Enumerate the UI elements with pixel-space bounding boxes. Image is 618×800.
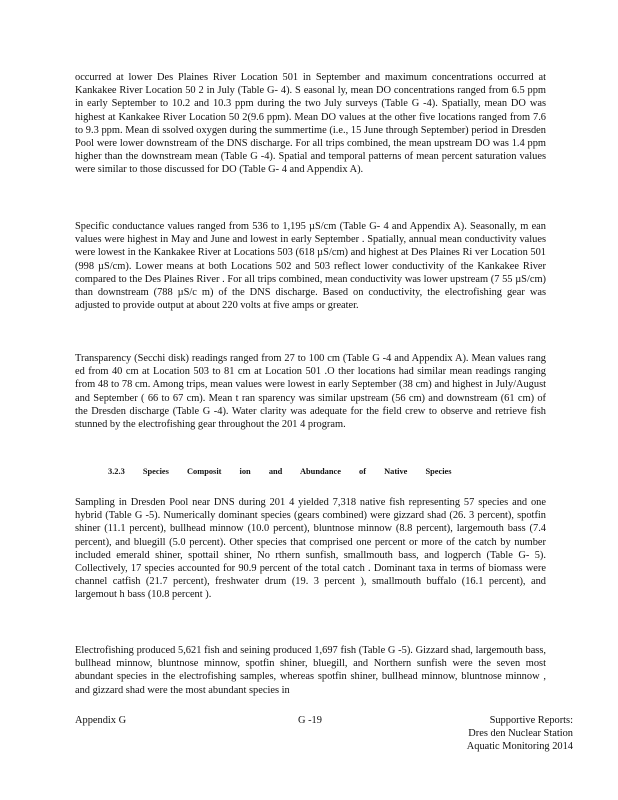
section-heading-word: Native bbox=[384, 467, 408, 476]
footer-report-title bbox=[467, 714, 573, 754]
footer-report-line: Aquatic Monitoring 2014 bbox=[466, 741, 573, 753]
section-number: 3.2.3 bbox=[108, 467, 125, 476]
section-heading-word: of bbox=[359, 467, 367, 476]
section-heading-word: Species bbox=[142, 467, 169, 476]
paragraph-electrofishing: Electrofishing produced 5,621 fish and seining produced 1,697 fish (Table G -5). Gizzard shad, largemouth bass, bullhead minnow, bluntnose minnow, spotfin shiner, bluegill, and Northern sunfish were the seven most abundant species in the electrofishing samples, whereas spotfin shiner, bullhead minnow, bluntnose minnow , and gizzard shad were the most abundant species in bbox=[75, 645, 546, 696]
section-heading-word: Abundance bbox=[299, 467, 341, 476]
section-heading-word: Species bbox=[425, 467, 452, 476]
section-heading-word: ion bbox=[239, 467, 251, 476]
paragraph-species-composition: Sampling in Dresden Pool near DNS during 201 4 yielded 7,318 native fish representing 57 species and one hybrid (Table G -5). Numerically dominant species (gears combined) were gizzard shad (26. 3 percent), spotfin shiner (11.1 percent), bullhead minnow (10.0 percent), bluntnose minnow (8.8 percent), largemouth bass (7.4 percent), and bluegill (5.0 percent). Other species that comprised one percent or more of the catch by number included emerald shiner, spottail shiner, No rthern sunfish, smallmouth bass, and logperch (Table G- 5). Collectively, 17 species accounted for 90.9 percent of the total catch . Dominant taxa in terms of biomass were channel catfish (21.7 percent), freshwater drum (19. 3 percent ), smallmouth buffalo (16.1 percent), and largemout h bass (10.8 percent ). bbox=[75, 497, 546, 601]
footer-page-number: G -19 bbox=[298, 715, 322, 726]
section-heading-word: and bbox=[268, 467, 283, 476]
section-heading-word: Composit bbox=[187, 467, 222, 476]
footer-report-line: Supportive Reports: bbox=[489, 715, 573, 726]
footer-appendix-label: Appendix G bbox=[75, 715, 127, 726]
paragraph-dissolved-oxygen: occurred at lower Des Plaines River Location 501 in September and maximum concentrations occurred at Kankakee River Location 50 2 in July (Table G- 4). S easonal ly, mean DO concentrations ranged from 6.5 ppm in early September to 10.2 and 10.3 ppm during the two July surveys (Table G -4). Spatially, mean DO was highest at Kankakee River Location 50 2(9.6 ppm). Mean DO values at the other five locations ranged from 7.6 to 9.3 ppm. Mean di ssolved oxygen during the summertime (i.e., 15 June through September) period in Dresden Pool were lower downstream of the DNS discharge. For all trips combined, the mean upstream DO was 1.4 ppm higher than the downstream mean (Table G -4). Spatial and temporal patterns of mean percent saturation values were similar to those discussed for DO (Table G- 4 and Appendix A). bbox=[75, 72, 546, 176]
paragraph-transparency: Transparency (Secchi disk) readings ranged from 27 to 100 cm (Table G -4 and Appendix A). Mean values rang ed from 40 cm at Location 503 to 81 cm at Location 501 .O ther locations had similar mean readings ranging from 48 to 78 cm. Among trips, mean values were lowest in early September (38 cm) and highest in July/August and September ( 66 to 67 cm). Mean t ran sparency was similar upstream (56 cm) and downstream (61 cm) of the Dresden discharge (Table G -4). Water clarity was adequate for the field crew to observe and retrieve fish stunned by the electrofishing gear throughout the 201 4 program. bbox=[75, 353, 546, 431]
section-heading bbox=[108, 465, 528, 478]
footer-report-line: Dres den Nuclear Station bbox=[468, 728, 573, 740]
paragraph-specific-conductance: Specific conductance values ranged from 536 to 1,195 µS/cm (Table G- 4 and Appendix A). Seasonally, m ean values were highest in May and June and lowest in early September . Spatially, annual mean conductivity values were lowest in the Kankakee River at Locations 503 (618 µS/cm) and highest at Des Plaines Ri ver Location 501 (998 µS/cm). Lower means at both Locations 502 and 503 reflect lower conductivity of the Kankakee River compared to the Des Plaines River . For all trips combined, mean conductivity was lower upstream (7 55 µS/cm) than downstream (788 µS/c m) of the DNS discharge. Based on conductivity, the electrofishing gear was adjusted to provide output at about 220 volts at five amps or greater. bbox=[75, 221, 546, 312]
